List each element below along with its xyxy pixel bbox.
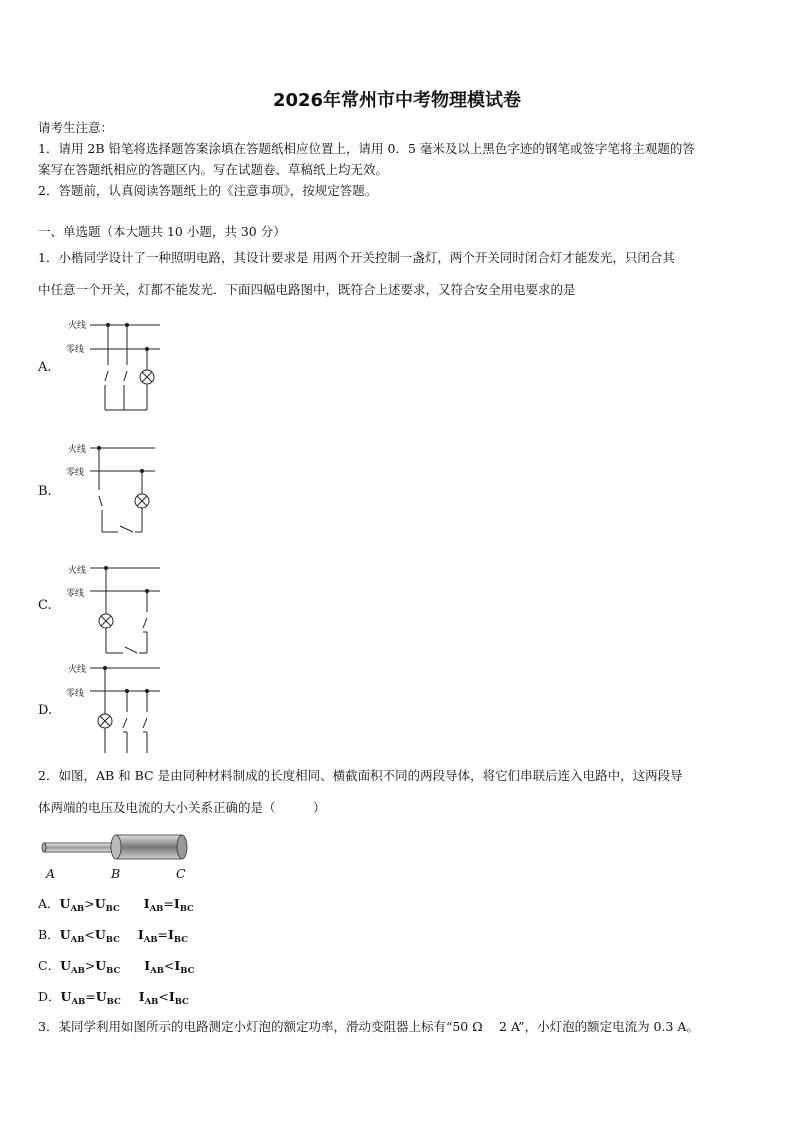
q2-option-c: C．$U_{AB}>U_{BC}$ $I_{AB}<I_{BC}$ — [38, 958, 195, 976]
live-wire-label: 火线 — [68, 445, 87, 455]
notice-item-2: 2．答题前，认真阅读答题纸上的《注意事项》，按规定答题。 — [38, 183, 378, 198]
q1-option-b-label: B. — [38, 484, 52, 499]
label-c: C — [176, 866, 186, 881]
neutral-wire-label: 零线 — [66, 345, 85, 355]
circuit-diagram-a — [85, 315, 185, 415]
q1-text-line-2: 中任意一个开关，灯都不能发光．下面四幅电路图中，既符合上述要求，又符合安全用电要求的是 — [38, 282, 576, 297]
q2-option-d: D．$U_{AB}=U_{BC}$ $I_{AB}<I_{BC}$ — [38, 989, 189, 1007]
q2-text-line-1: 2．如图，AB 和 BC 是由同种材料制成的长度相同、横截面积不同的两段导体，将它们串联后连入电路中，这两段导 — [38, 768, 683, 783]
q2-option-a: A．$U_{AB}>U_{BC}$ $I_{AB}=I_{BC}$ — [38, 896, 194, 914]
q1-option-c-label: C. — [38, 598, 52, 613]
neutral-wire-label: 零线 — [66, 689, 85, 699]
live-wire-label: 火线 — [68, 665, 87, 675]
notice-item-1-line-2: 案写在答题纸相应的答题区内。写在试题卷、草稿纸上均无效。 — [38, 162, 389, 177]
label-b: B — [111, 866, 121, 881]
circuit-diagram-d — [85, 660, 185, 760]
live-wire-label: 火线 — [68, 566, 87, 576]
q2-text-line-2: 体两端的电压及电流的大小关系正确的是（ ） — [38, 800, 326, 815]
circuit-diagram-b — [85, 440, 185, 540]
section-heading: 一、单选题（本大题共 10 小题，共 30 分） — [38, 224, 286, 239]
circuit-diagram-c — [85, 560, 185, 660]
q2-option-b: B．$U_{AB}<U_{BC}$ $I_{AB}=I_{BC}$ — [38, 927, 188, 945]
label-a: A — [46, 866, 56, 881]
q3-text-line-1: 3．某同学利用如图所示的电路测定小灯泡的额定功率，滑动变阻器上标有“50 Ω 2 A”，小灯泡的额定电流为 0.3 A。 — [38, 1019, 699, 1034]
q1-option-d-label: D. — [38, 703, 53, 718]
page-title: 2026年常州市中考物理模试卷 — [272, 90, 522, 111]
notice-heading: 请考生注意： — [38, 120, 114, 135]
neutral-wire-label: 零线 — [66, 589, 85, 599]
q1-option-a-label: A. — [38, 360, 52, 375]
live-wire-label: 火线 — [68, 321, 87, 331]
neutral-wire-label: 零线 — [66, 468, 85, 478]
q1-text-line-1: 1．小楷同学设计了一种照明电路，其设计要求是 用两个开关控制一盏灯，两个开关同时闭合灯才能发光，只闭合其 — [38, 250, 675, 265]
notice-item-1-line-1: 1．请用 2B 铅笔将选择题答案涂填在答题纸相应位置上，请用 0．5 毫米及以上黑色字迹的钢笔或签字笔将主观题的答 — [38, 141, 695, 156]
